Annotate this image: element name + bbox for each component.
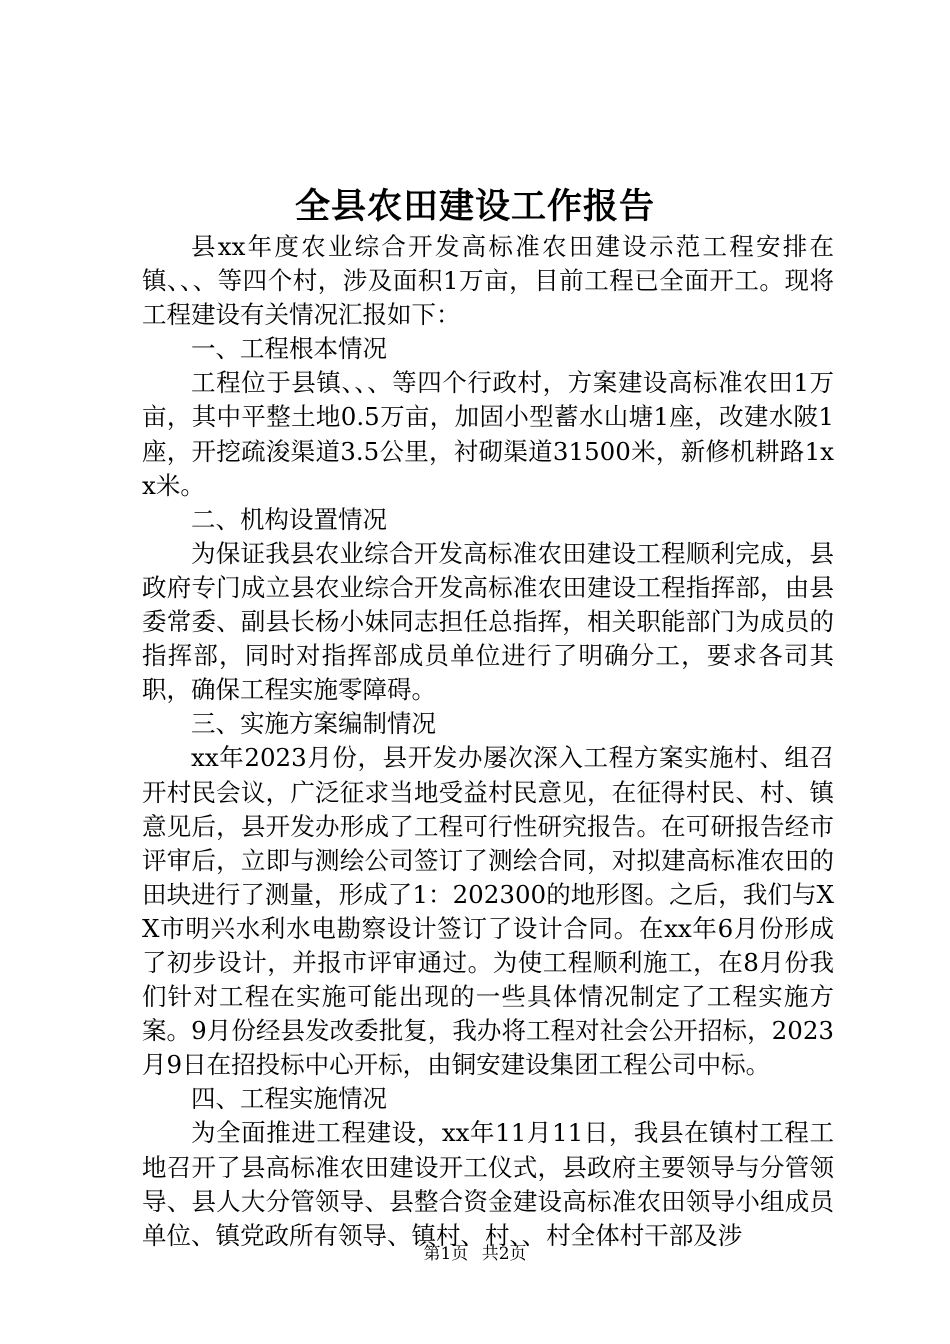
document-body bbox=[142, 230, 834, 1253]
section-heading: 二、机构设置情况 bbox=[191, 504, 387, 534]
section-heading: 一、工程根本情况 bbox=[191, 334, 387, 364]
section-heading: 三、实施方案编制情况 bbox=[191, 709, 436, 739]
document-title: 全县农田建设工作报告 bbox=[294, 186, 655, 227]
section-paragraph: 工程位于县镇、、、等四个行政村，方案建设高标准农田1万亩，其中平整土地0.5万亩，加固小型蓄水山塘1座，改建水陂1座，开挖疏浚渠道3.5公里，衬砌渠道31500米，新修机耕路1xx米。 bbox=[142, 368, 834, 500]
section-paragraph: xx年2023月份，县开发办屡次深入工程方案实施村、组召开村民会议，广泛征求当地受益村民意见，在征得村民、村、镇意见后，县开发办形成了工程可行性研究报告。在可研报告经市评审后，立即与测绘公司签订了测绘合同，对拟建高标准农田的田块进行了测量，形成了1：202300的地形图。之后，我们与XX市明兴水利水电勘察设计签订了设计合同。在xx年6月份形成了初步设计，并报市评审通过。为使工程顺利施工，在8月份我们针对工程在实施可能出现的一些具体情况制定了工程实施方案。9月份经县发改委批复，我办将工程对社会公开招标，2023月9日在招投标中心开标，由铜安建设集团工程公司中标。 bbox=[142, 743, 834, 1080]
intro-paragraph: 县xx年度农业综合开发高标准农田建设示范工程安排在镇、、、等四个村，涉及面积1万亩，目前工程已全面开工。现将工程建设有关情况汇报如下： bbox=[142, 232, 834, 330]
page-footer bbox=[0, 1242, 950, 1266]
section-paragraph: 为全面推进工程建设，xx年11月11日，我县在镇村工程工地召开了县高标准农田建设开工仪式，县政府主要领导与分管领导、县人大分管领导、县整合资金建设高标准农田领导小组成员单位、镇党政所有领导、镇村、村、、村全体村干部及涉 bbox=[142, 1118, 834, 1250]
section-heading: 四、工程实施情况 bbox=[191, 1084, 387, 1114]
page-total: 共2页 bbox=[481, 1244, 527, 1264]
page-number: 第1页 bbox=[423, 1244, 469, 1264]
section-paragraph: 为保证我县农业综合开发高标准农田建设工程顺利完成，县政府专门成立县农业综合开发高标准农田建设工程指挥部，由县委常委、副县长杨小妹同志担任总指挥，相关职能部门为成员的指挥部，同时对指挥部成员单位进行了明确分工，要求各司其职，确保工程实施零障碍。 bbox=[142, 538, 834, 705]
